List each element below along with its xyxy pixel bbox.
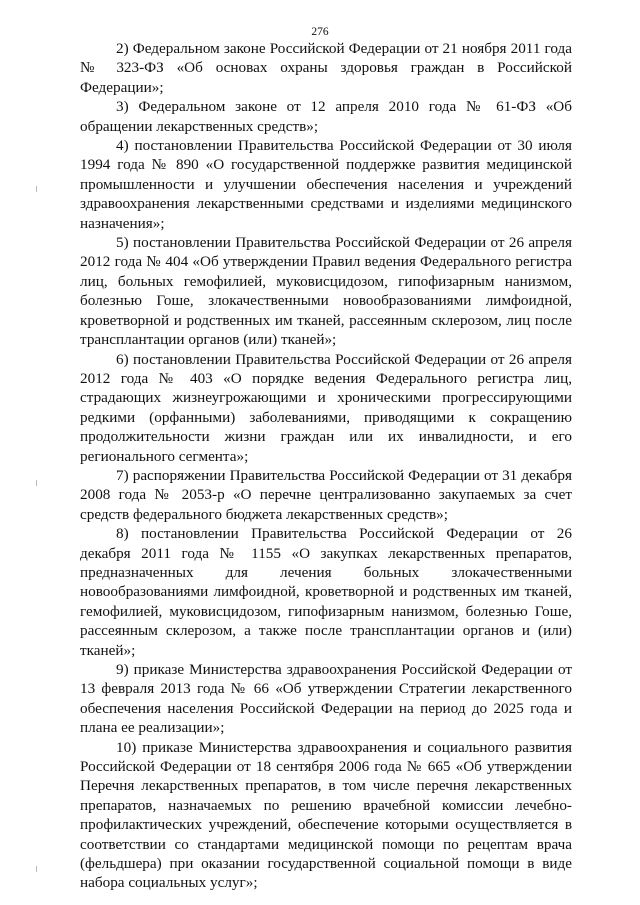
paragraph-item-6: 6) постановлении Правительства Российской Федерации от 26 апреля 2012 года № 403 «О порядке ведения Федерального регистра лиц, страдающих жизнеугрожающими и хроническими прогрессирующими редкими (орфанными) заболеваниями, приводящими к сокращению продолжительности жизни граждан или их инвалидности, и его регионального сегмента»; xyxy=(80,350,572,465)
margin-mark xyxy=(36,866,37,872)
paragraph-item-2: 2) Федеральном законе Российской Федерации от 21 ноября 2011 года № 323-ФЗ «Об основах охраны здоровья граждан в Российской Федерации»; xyxy=(80,40,572,96)
paragraph-item-10: 10) приказе Министерства здравоохранения и социального развития Российской Федерации от 18 сентября 2006 года № 665 «Об утверждении Перечня лекарственных препаратов, в том числе перечня лекарственных препаратов, назначаемых по решению врачебной комиссии лечебно-профилактических учреждений, обеспечение которыми осуществляется в соответствии со стандартами медицинской помощи по рецептам врача (фельдшера) при оказании государственной социальной помощи в виде набора социальных услуг»; xyxy=(80,738,572,892)
document-body xyxy=(80,39,572,893)
paragraph-item-7: 7) распоряжении Правительства Российской Федерации от 31 декабря 2008 года № 2053-р «О перечне централизованно закупаемых за счет средств федерального бюджета лекарственных средств»; xyxy=(80,466,572,523)
paragraph-item-5: 5) постановлении Правительства Российской Федерации от 26 апреля 2012 года № 404 «Об утверждении Правил ведения Федерального регистра лиц, больных гемофилией, муковисцидозом, гипофизарным нанизмом, болезнью Гоше, злокачественными новообразованиями лимфоидной, кроветворной и родственных им тканей, рассеянным склерозом, лиц после трансплантации органов (или) тканей»; xyxy=(80,234,572,349)
page-number: 276 xyxy=(311,26,329,38)
paragraph-item-9: 9) приказе Министерства здравоохранения Российской Федерации от 13 февраля 2013 года № 66 «Об утверждении Стратегии лекарственного обеспечения населения Российской Федерации на период до 2025 года и плана ее реализации»; xyxy=(80,661,572,737)
paragraph-item-4: 4) постановлении Правительства Российской Федерации от 30 июля 1994 года № 890 «О государственной поддержке развития медицинской промышленности и улучшении обеспечения населения и учреждений здравоохранения лекарственными средствами и изделиями медицинского назначения»; xyxy=(80,137,572,232)
margin-mark xyxy=(36,480,37,486)
paragraph-item-8: 8) постановлении Правительства Российской Федерации от 26 декабря 2011 года № 1155 «О закупках лекарственных препаратов, предназначенных для лечения больных злокачественными новообразованиями лимфоидной, кроветворной и родственных им тканей, гемофилией, муковисцидозом, гипофизарным нанизмом, болезнью Гоше, рассеянным склерозом, а также после трансплантации органов и (или) тканей»; xyxy=(80,525,572,659)
paragraph-item-3: 3) Федеральном законе от 12 апреля 2010 года № 61-ФЗ «Об обращении лекарственных средств»; xyxy=(80,98,572,135)
margin-mark xyxy=(36,186,37,192)
